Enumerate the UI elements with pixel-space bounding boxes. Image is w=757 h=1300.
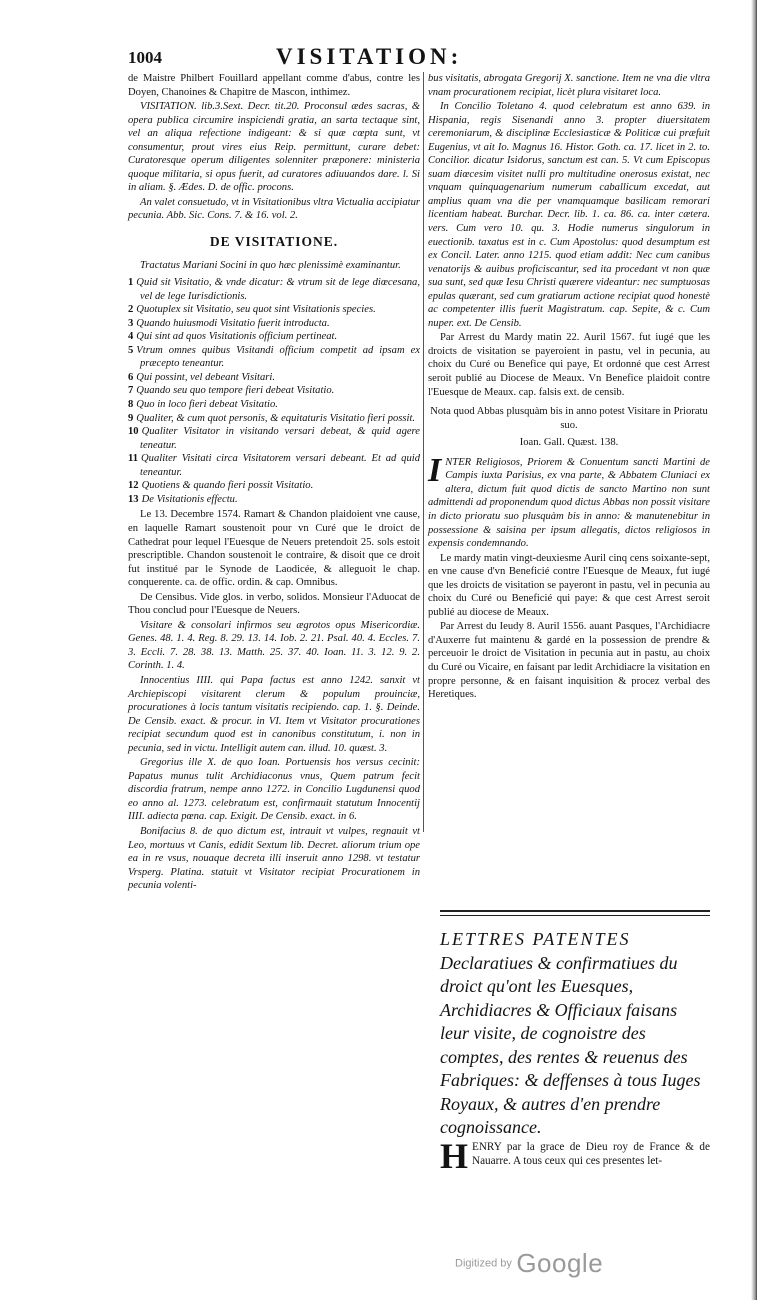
list-item: 13 De Visitationis effectu. — [128, 493, 238, 505]
left-paragraph-5: De Censibus. Vide glos. in verbo, solidos. Monsieur l'Aduocat de Thou conclud pour l'Euesque de Neuers. — [128, 591, 420, 617]
right-paragraph-5: Le mardy matin vingt-deuxiesme Auril cinq cens soixante-sept, en vne cause d'vn Beneficié contre l'Euesque de Meaux, fut iugé que les droicts de visitation se payeront in pastu, vel in pecunia au choix du Curé ou Beneficié qui paye: & que cest Arrest seroit publié au diocese de Meaux. — [428, 552, 710, 618]
column-divider — [423, 72, 424, 832]
right-column — [428, 72, 710, 703]
watermark-prefix: Digitized by — [455, 1257, 512, 1270]
list-item: 8 Quo in loco fieri debeat Visitatio. — [128, 399, 278, 411]
page-number: 1004 — [128, 48, 162, 67]
separator-rule-bottom — [440, 915, 710, 916]
list-item: 1 Quid sit Visitatio, & vnde dicatur: & vtrum sit de lege diœcesana, vel de lege Iurisdictionis. — [128, 277, 420, 302]
letters-title-rest: Declaratiues & confirmatiues du droict qu'ont les Euesques, Archidiacres & Officiaux faisans leur visite, de cognoistre des comptes, des rentes & reuenus des Fabriques: & deffenses à tous Iuges Royaux, & autres d'en prendre cognoissance. — [440, 952, 701, 1137]
list-item: 4 Qui sint ad quos Visitationis officium pertineat. — [128, 331, 338, 343]
list-item: 2 Quotuplex sit Visitatio, seu quot sint Visitationis species. — [128, 304, 376, 316]
right-paragraph-2: In Concilio Toletano 4. quod celebratum est anno 639. in Hispania, regis Sisenandi anno 3. propter diuersitatem ceremoniarum, & disciplinæ Ecclesiasticæ & Politicæ cui præfuit Eugenius, vt ait Io. Magnus 16. Histor. Goth. ca. 17. licet in 2. to. Concilior. dicatur Isidorus, sanctum est can. 5. Vt cum Episcopus suam diœcesim visitet nulli pro multitudine onerosus existat, nec vnquam quinquagenarium numerum caballicum excedat, aut amplius quam vna die per vnamquamque basilicam remorari licentiam habeat. Burchar. Decr. lib. 1. ca. 86. ca. inter cætera. vers. Cum vero 10. qu. 3. Hodie numerus singulorum in euectionib. taxatus est in c. Cum Apostolus: quod desumptum est ex Concil. Later. anno 1215. quod etiam addit: Nec cum canibus venatorijs & auibus proficiscantur, sed ita procedant vt non quæ sua sunt, sed quæ Iesu Christi quærere videantur: nec sumptuosas epulas quærant, sed cum gratiarum actione recipiat quod honestè ac competenter illis fuerit Magistratum. cap. Sepite, & c. Cum nuper. ext. De Censib. — [428, 101, 710, 329]
left-paragraph-4: Le 13. Decembre 1574. Ramart & Chandon plaidoient vne cause, en laquelle Ramart soustenoit pour vn Curé que le droict de Cathedrat pour lequel l'Euesque de Neuers pretendoit 25. sols estoit prescriptible. Chandon soustenoit le contraire, & disoit que ce droit fut institué par le Synode de Laodicée, & alleguoit le chap. conquerente. ca. de offic. ordin. & cap. Omnibus. — [128, 509, 420, 589]
left-column — [128, 72, 420, 894]
left-paragraph-1: de Maistre Philbert Fouillard appellant comme d'abus, contre les Doyen, Chanoines & Chapitre de Mascon, inthimez. — [128, 73, 420, 98]
running-title: VISITATION: — [276, 44, 463, 69]
nota-line: Nota quod Abbas plusquàm bis in anno potest Visitare in Prioratu suo. — [430, 406, 708, 431]
right-paragraph-1: bus visitatis, abrogata Gregorij X. sanctione. Item ne vna die vltra vnam procurationem recipiat, licèt plura visitaret loca. — [428, 73, 710, 98]
list-item: 7 Quando seu quo tempore fieri debeat Visitatio. — [128, 385, 335, 397]
treatise-item-list — [128, 276, 420, 506]
drop-cap-letter: I — [428, 451, 442, 489]
google-logo: Google — [516, 1248, 604, 1278]
right-paragraph-4: INTER Religiosos, Priorem & Conuentum sancti Martini de Campis iuxta Parisius, ex vna parte, & Abbatem Cluniaci ex altera, dictum fuit quod dictis de sancto Martino non sunt admittendi ad proponendum quod dictus Abbas non possit visitare in dicto prioratu suo plusquàm bis in anno: & manutenebitur in possessione & saisina per ipsum allegatis, dictos religiosos in expensis condemnando. — [428, 451, 710, 550]
closing-paragraph — [440, 1136, 710, 1176]
digitized-watermark — [455, 1248, 603, 1279]
left-paragraph-9: Bonifacius 8. de quo dictum est, intrauit vt vulpes, regnauit vt Leo, mortuus vt Canis, edidit Sextum lib. Decret. aliorum trium ope ea in re vsus, nouaque decreta illi inseruit anno 1298. vt testatur Vrsperg. Platina. statuit vt Visitator recipiat Procurationem in pecunia volenti- — [128, 825, 420, 892]
left-paragraph-3: An valet consuetudo, vt in Visitationibus vltra Victualia accipiatur pecunia. Abb. Sic. Cons. 7. & 16. vol. 2. — [128, 196, 421, 222]
closing-text: ENRY par la grace de Dieu roy de France & de Nauarre. A tous ceux qui ces presentes let- — [472, 1141, 710, 1167]
right-paragraph-6: Par Arrest du Ieudy 8. Auril 1556. auant Pasques, l'Archidiacre d'Auxerre fut maintenu & gardé en la possession de prendre & perceuoir le droict de Visitation in pecunia aut in pastu, au choix du Curé ou Vicaire, en faisant par ledit Archidiacre la visitation en propre personne, & en faisant inquisition & procez verbal des Heretiques. — [428, 621, 710, 701]
left-paragraph-8: Gregorius ille X. de quo Ioan. Portuensis hos versus cecinit: Papatus munus tulit Archidiaconus vnus, Quem patrum fecit discordia fratrum, nempe anno 1272. in Concilio Lugdunensi quod eo anno al. 1273. celebratum est, confirmauit statutum Innocentij IIII. adiecta pœna. cap. Exigit. De Censib. exact. in 6. — [128, 757, 420, 823]
list-item: 12 Quotiens & quando fieri possit Visitatio. — [128, 480, 314, 492]
list-item: 6 Qui possint, vel debeant Visitari. — [128, 371, 275, 383]
scan-edge-shadow — [751, 0, 757, 1300]
closing-drop-cap: H — [440, 1136, 469, 1176]
right-paragraph-3: Par Arrest du Mardy matin 22. Auril 1567. fut iugé que les droicts de visitation se payeroient in pastu, vel in pecunia, au choix du Curé ou Benefice qui paye, Et ordonné que cest Arrest seroit publié au Diocese de Meaux. Vn Benefice plaidoit contre l'Euesque de Meaux. cap. falsis ext. de censib. — [428, 332, 710, 398]
list-item: 9 Qualiter, & cum quot personis, & equitaturis Visitatio fieri possit. — [128, 412, 416, 424]
citation-line: Ioan. Gall. Quæst. 138. — [519, 437, 619, 449]
list-item: 10 Qualiter Visitator in visitando versari debeat, & quid agere teneatur. — [128, 426, 420, 451]
left-paragraph-6: Visitare & consolari infirmos seu ægrotos opus Misericordiæ. Genes. 48. 1. 4. Reg. 8. 29. 13. 14. Iob. 2. 21. Psal. 40. 4. Eccles. 7. 3. Eccli. 7. 28. 38. 13. Matth. 25. 37. 40. Ioan. 11. 3. 12. 9. 2. Corinth. 1. 4. — [128, 619, 420, 672]
page-header — [128, 44, 688, 72]
list-item: 5 Vtrum omnes quibus Visitandi officium competit ad ipsam ex præcepto teneantur. — [128, 344, 420, 370]
separator-rule-top — [440, 910, 710, 912]
letters-patentes-heading — [440, 928, 710, 1140]
list-item: 11 Qualiter Visitati circa Visitatorem versari debeant. Et ad quid teneantur. — [128, 453, 420, 478]
letters-title-caps: LETTRES PATENTES — [440, 929, 631, 949]
left-paragraph-7: Innocentius IIII. qui Papa factus est anno 1242. sanxit vt Archiepiscopi visitarent clerum & populum prouinciæ, procurationes à locis tantum visitatis recipiendo. cap. 1. §. Deinde. De Censib. exact. & procur. in VI. Item vt Visitator procurationes recipiat secundum quod est in canonibus constitutum, i. non in pecunia, sed in victu. Intelligit autem can. illud. 10. quæst. 3. — [128, 674, 420, 754]
list-item: 3 Quando huiusmodi Visitatio fuerit introducta. — [128, 317, 330, 329]
section-title: DE VISITATIONE. — [209, 234, 339, 250]
treatise-intro: Tractatus Mariani Socini in quo hæc plenissimè examinantur. — [140, 259, 401, 271]
left-paragraph-2: VISITATION. lib.3.Sext. Decr. tit.20. Proconsul ædes sacras, & opera publica circumire inspiciendi gratia, an sarta tectaque sint, vel an aliqua refectione indigeant: & si quæ cœpta sunt, vt consumentur, prout vires eius Reip. permittunt, curare debet: Curatoresque operum diligentes solenniter præponere: ministeria quoque militaria, si opus fuerit, ad curatores adiuuandos dare. l. Si in aliam. §. Ædes. D. de offic. procons. — [128, 101, 420, 194]
